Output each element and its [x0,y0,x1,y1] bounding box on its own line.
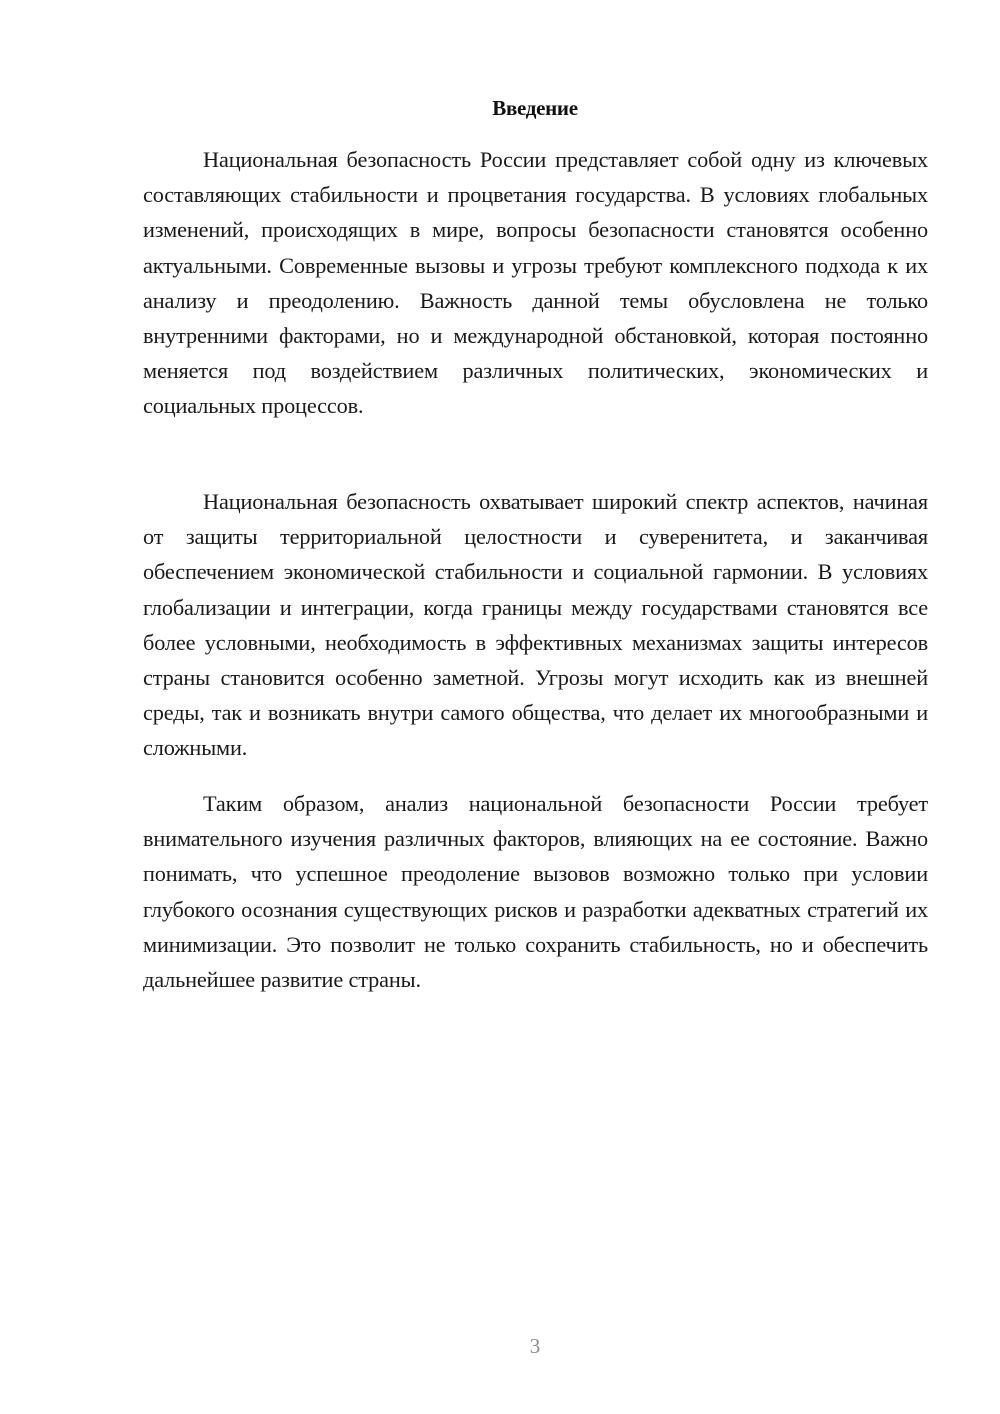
paragraph-1: Национальная безопасность России представляет собой одну из ключевых составляющих стабильности и процветания государства. В условиях глобальных изменений, происходящих в мире, вопросы безопасности становятся особенно актуальными. Современные вызовы и угрозы требуют комплексного подхода к их анализу и преодолению. Важность данной темы обусловлена не только внутренними факторами, но и международной обстановкой, которая постоянно меняется под воздействием различных политических, экономических и социальных процессов. [143,147,928,419]
paragraph-3: Таким образом, анализ национальной безопасности России требует внимательного изучения различных факторов, влияющих на ее состояние. Важно понимать, что успешное преодоление вызовов возможно только при условии глубокого осознания существующих рисков и разработки адекватных стратегий их минимизации. Это позволит не только сохранить стабильность, но и обеспечить дальнейшее развитие страны. [143,791,928,993]
section-heading: Введение [492,96,578,120]
page-number: 3 [529,1334,541,1358]
paragraph-2: Национальная безопасность охватывает широкий спектр аспектов, начиная от защиты территориальной целостности и суверенитета, и заканчивая обеспечением экономической стабильности и социальной гармонии. В условиях глобализации и интеграции, когда границы между государствами становятся все более условными, необходимость в эффективных механизмах защиты интересов страны становится особенно заметной. Угрозы могут исходить как из внешней среды, так и возникать внутри самого общества, что делает их многообразными и сложными. [143,489,928,761]
